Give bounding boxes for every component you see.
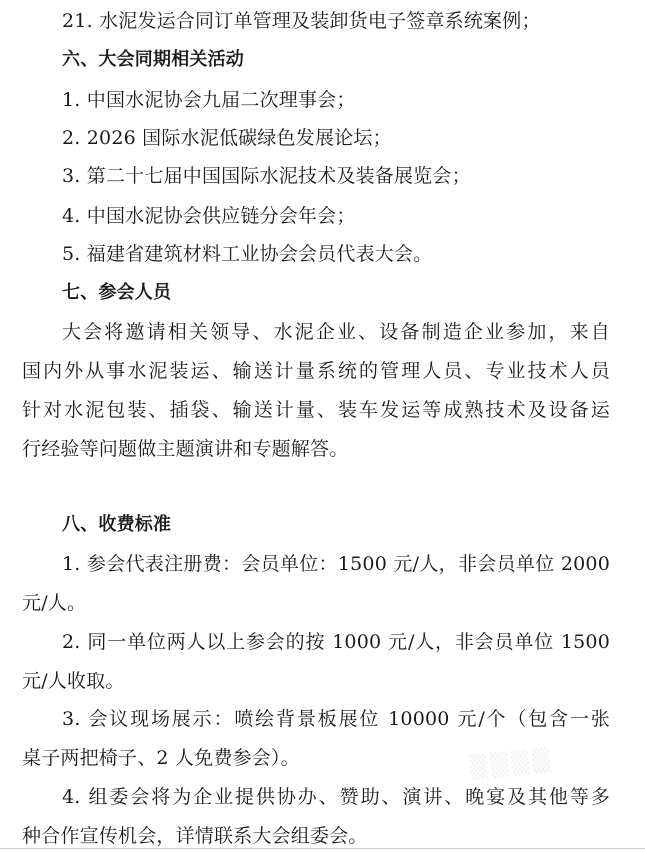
fee-item-4-line-2: 种合作宣传机会，详情联系大会组委会。 <box>22 825 368 847</box>
paragraph-line: 国内外从事水泥装运、输送计量系统的管理人员、专业技术人员 <box>22 360 610 382</box>
section-7-heading: 七、参会人员 <box>62 282 172 303</box>
fee-item-2-line-2: 元/人收取。 <box>22 670 125 692</box>
fee-item-1-line-2: 元/人。 <box>22 592 87 614</box>
paragraph-line: 大会将邀请相关领导、水泥企业、设备制造企业参加，来自 <box>62 321 610 343</box>
activity-item-2: 2. 2026 国际水泥低碳绿色发展论坛； <box>62 127 392 149</box>
fee-item-1-line-1: 1. 参会代表注册费：会员单位：1500 元/人，非会员单位 2000 <box>62 553 610 575</box>
activity-item-1: 1. 中国水泥协会九届二次理事会； <box>62 89 356 111</box>
fee-item-4-line-1: 4. 组委会将为企业提供协办、赞助、演讲、晚宴及其他等多 <box>62 786 610 808</box>
activity-item-3: 3. 第二十七届中国国际水泥技术及装备展览会； <box>62 165 471 187</box>
bottom-rule <box>0 848 645 849</box>
list-item-21: 21. 水泥发运合同订单管理及装卸货电子签章系统案例； <box>62 10 541 32</box>
activity-item-5: 5. 福建省建筑材料工业协会会员代表大会。 <box>62 243 433 265</box>
section-6-heading: 六、大会同期相关活动 <box>62 49 244 70</box>
fee-item-2-line-1: 2. 同一单位两人以上参会的按 1000 元/人，非会员单位 1500 <box>62 631 610 653</box>
fee-item-3-line-1: 3. 会议现场展示：喷绘背景板展位 10000 元/个（包含一张 <box>62 708 610 730</box>
fee-item-3-line-2: 桌子两把椅子、2 人免费参会）。 <box>22 747 300 769</box>
paragraph-line: 针对水泥包装、插袋、输送计量、装车发运等成熟技术及设备运 <box>22 399 610 421</box>
section-8-heading: 八、收费标准 <box>62 514 172 535</box>
watermark: ▒▒▒▒ <box>468 747 555 782</box>
paragraph-line: 行经验等问题做主题演讲和专题解答。 <box>22 438 349 460</box>
activity-item-4: 4. 中国水泥协会供应链分会年会； <box>62 205 356 227</box>
